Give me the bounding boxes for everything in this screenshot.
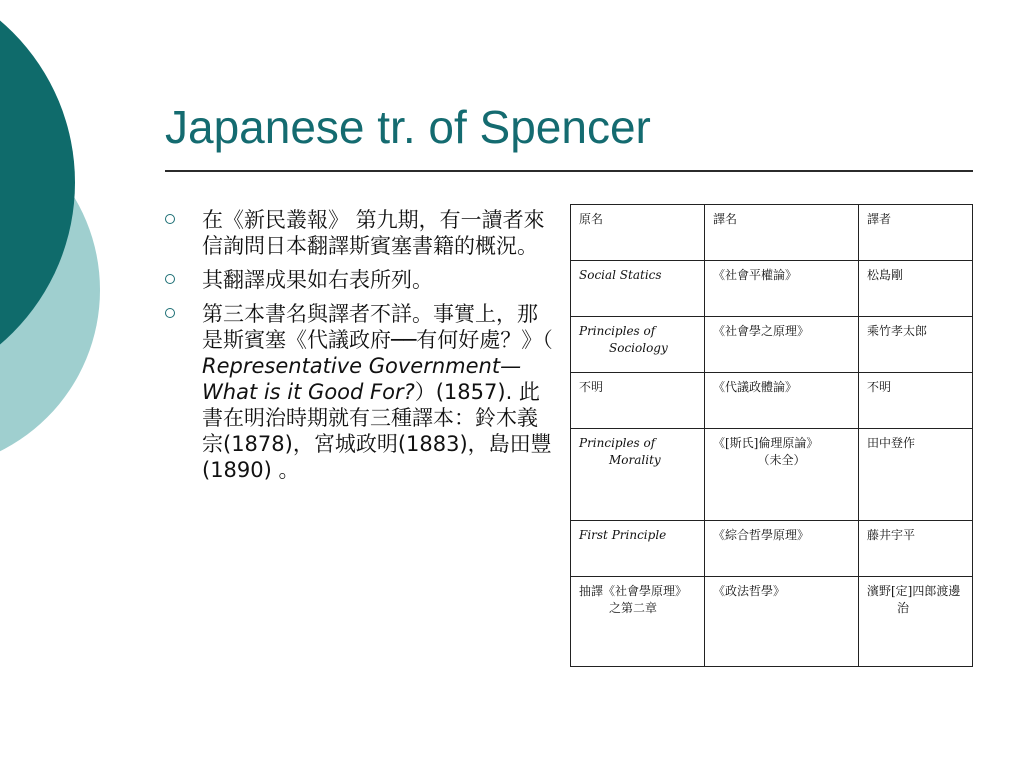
bullet-list <box>165 207 555 491</box>
table-row <box>571 317 973 373</box>
bullet-circle-icon <box>165 308 175 318</box>
header-translated-title: 譯名 <box>705 205 859 261</box>
table-row <box>571 429 973 521</box>
cell-original-title <box>571 429 705 521</box>
cell-original-title: First Principle <box>571 521 705 577</box>
table-row <box>571 577 973 667</box>
cell-translator: 田中登作 <box>859 429 973 521</box>
title-divider <box>165 170 973 172</box>
bullet-text: 其翻譯成果如右表所列。 <box>202 268 433 292</box>
translations-table <box>570 204 973 667</box>
cell-text: 抽譯《社會學原理》之第二章 <box>579 584 688 615</box>
bullet-item <box>165 207 555 259</box>
cell-translated-title: 《代議政體論》 <box>705 373 859 429</box>
table-header-row <box>571 205 973 261</box>
bullet-circle-icon <box>165 274 175 284</box>
cell-original-title: Social Statics <box>571 261 705 317</box>
slide-title: Japanese tr. of Spencer <box>165 101 651 153</box>
cell-translator: 不明 <box>859 373 973 429</box>
bullet-circle-icon <box>165 214 175 224</box>
cell-note: （未全） <box>757 453 806 467</box>
bullet-item <box>165 301 555 483</box>
cell-text: 《[斯氏]倫理原論》 <box>713 436 819 450</box>
cell-text: Principles of Morality <box>579 436 661 467</box>
cell-translator: 松島剛 <box>859 261 973 317</box>
bullet-book-title: Representative Government—What is it Good For? <box>202 354 522 404</box>
table-row <box>571 261 973 317</box>
cell-text: Principles of Sociology <box>579 324 668 355</box>
cell-translated-title: 《政法哲學》 <box>705 577 859 667</box>
table-row <box>571 521 973 577</box>
bullet-text: 第三本書名與譯者不詳。事實上，那是斯賓塞《代議政府──有何好處？》（ <box>202 302 553 352</box>
table-row <box>571 373 973 429</box>
cell-translator: 乘竹孝太郎 <box>859 317 973 373</box>
cell-text: 濱野[定]四郎渡邊治 <box>867 584 961 615</box>
cell-original-title <box>571 317 705 373</box>
cell-translated-title <box>705 429 859 521</box>
cell-translator <box>859 577 973 667</box>
cell-translated-title: 《綜合哲學原理》 <box>705 521 859 577</box>
bullet-text: ）(1857). 此書在明治時期就有三種譯本：鈴木義宗(1878)，宮城政明(1883)，島田豐(1890) 。 <box>202 380 552 482</box>
header-translator: 譯者 <box>859 205 973 261</box>
cell-original-title <box>571 577 705 667</box>
header-original-title: 原名 <box>571 205 705 261</box>
cell-translated-title: 《社會學之原理》 <box>705 317 859 373</box>
bullet-item <box>165 267 555 293</box>
bullet-text: 在《新民叢報》 第九期，有一讀者來信詢問日本翻譯斯賓塞書籍的概況。 <box>202 208 545 258</box>
cell-translated-title: 《社會平權論》 <box>705 261 859 317</box>
cell-original-title: 不明 <box>571 373 705 429</box>
cell-translator: 藤井宇平 <box>859 521 973 577</box>
